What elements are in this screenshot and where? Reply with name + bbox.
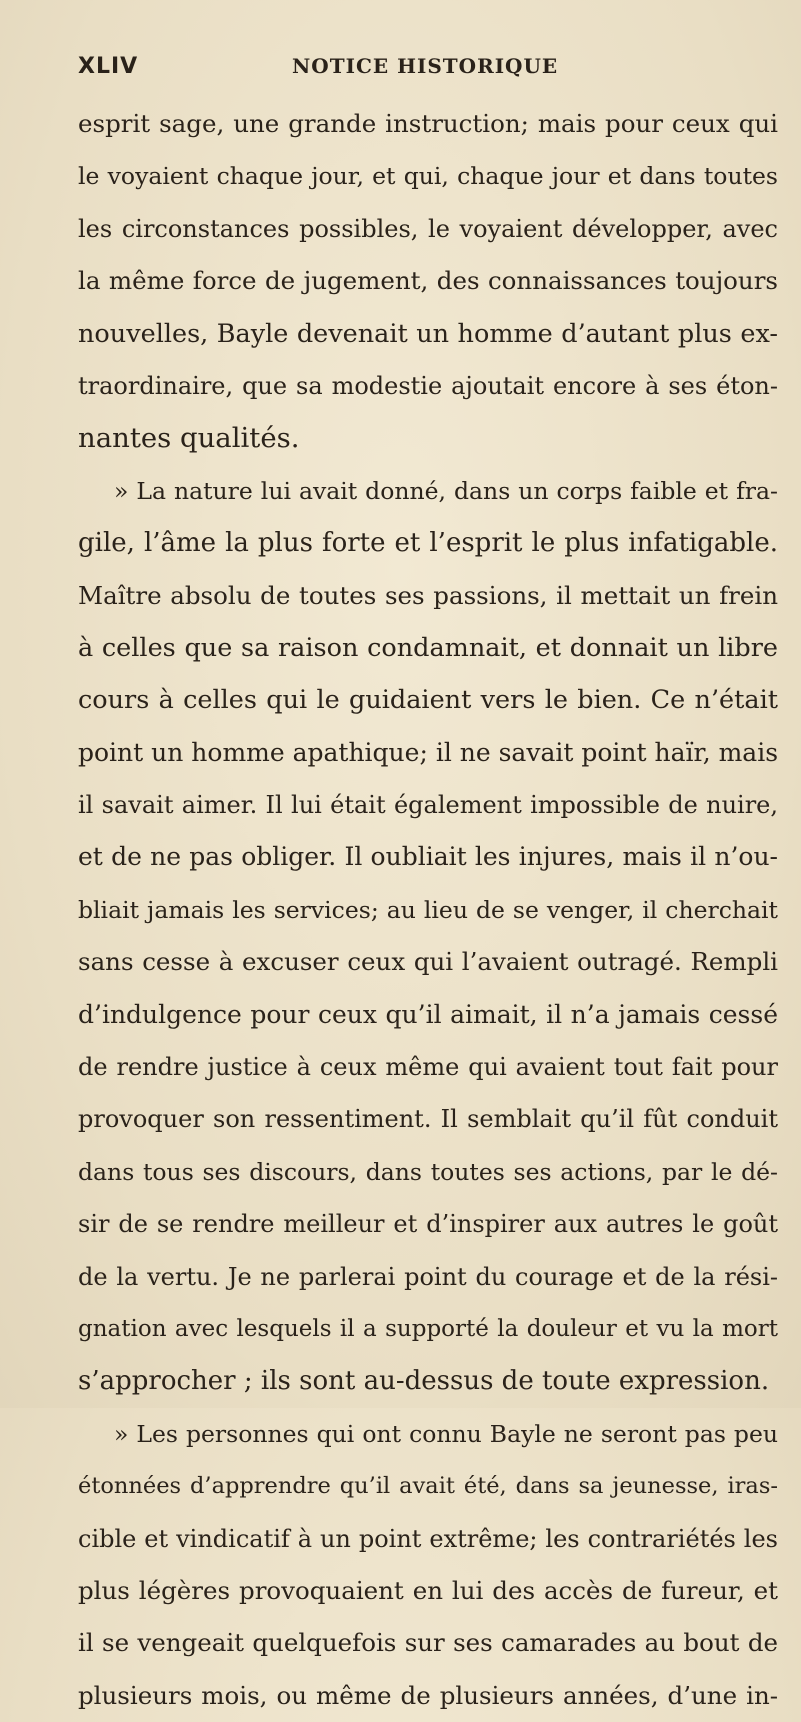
text-line: étonnées d’apprendre qu’il avait été, dans sa jeunesse, iras- bbox=[78, 1473, 778, 1500]
text-line: sir de se rendre meilleur et d’inspirer aux autres le goût bbox=[78, 1210, 778, 1239]
page-number: XLIV bbox=[78, 54, 139, 79]
text-line: point un homme apathique; il ne savait point haïr, mais bbox=[78, 737, 779, 767]
text-line: plus légères provoquaient en lui des accès de fureur, et bbox=[78, 1575, 778, 1605]
text-line: il savait aimer. Il lui était également impossible de nuire, bbox=[78, 791, 778, 820]
page-header bbox=[78, 54, 778, 88]
text-line: provoquer son ressentiment. Il semblait qu’il fût conduit bbox=[78, 1105, 778, 1134]
text-line: à celles que sa raison condamnait, et donnait un libre bbox=[78, 632, 778, 663]
text-line: gile, l’âme la plus forte et l’esprit le plus infatigable. bbox=[78, 528, 778, 559]
text-line: gnation avec lesquels il a supporté la douleur et vu la mort bbox=[78, 1315, 778, 1342]
text-line: esprit sage, une grande instruction; mais pour ceux qui bbox=[78, 109, 778, 138]
text-line: » La nature lui avait donné, dans un corps faible et fra- bbox=[114, 476, 778, 505]
text-line: d’indulgence pour ceux qu’il aimait, il n’a jamais cessé bbox=[78, 999, 778, 1029]
text-line: de la vertu. Je ne parlerai point du courage et de la rési- bbox=[78, 1262, 778, 1291]
text-line: traordinaire, que sa modestie ajoutait encore à ses éton- bbox=[78, 371, 778, 400]
text-line: cours à celles qui le guidaient vers le bien. Ce n’était bbox=[78, 685, 778, 716]
text-line: et de ne pas obliger. Il oubliait les injures, mais il n’ou- bbox=[78, 842, 778, 872]
text-line: Maître absolu de toutes ses passions, il mettait un frein bbox=[78, 580, 778, 610]
text-line: nouvelles, Bayle devenait un homme d’autant plus ex- bbox=[78, 318, 778, 349]
text-line: sans cesse à excuser ceux qui l’avaient outragé. Rempli bbox=[78, 947, 778, 977]
text-line: nantes qualités. bbox=[78, 422, 300, 455]
running-head: NOTICE HISTORIQUE bbox=[292, 54, 559, 78]
text-line: le voyaient chaque jour, et qui, chaque jour et dans toutes bbox=[78, 162, 778, 191]
text-line: la même force de jugement, des connaissances toujours bbox=[78, 266, 778, 296]
text-line: plusieurs mois, ou même de plusieurs années, d’une in- bbox=[78, 1680, 778, 1710]
text-line: il se vengeait quelquefois sur ses camarades au bout de bbox=[78, 1628, 778, 1658]
text-line: bliait jamais les services; au lieu de se venger, il cherchait bbox=[78, 895, 778, 924]
text-line: dans tous ses discours, dans toutes ses actions, par le dé- bbox=[78, 1157, 778, 1186]
text-line: » Les personnes qui ont connu Bayle ne seront pas peu bbox=[114, 1419, 778, 1448]
text-line: cible et vindicatif à un point extrême; les contrariétés les bbox=[78, 1524, 778, 1553]
text-line: les circonstances possibles, le voyaient développer, avec bbox=[78, 214, 778, 243]
text-line: s’approcher ; ils sont au-dessus de toute expression. bbox=[78, 1366, 770, 1397]
body-text bbox=[78, 98, 778, 1722]
text-line: de rendre justice à ceux même qui avaient tout fait pour bbox=[78, 1053, 778, 1082]
